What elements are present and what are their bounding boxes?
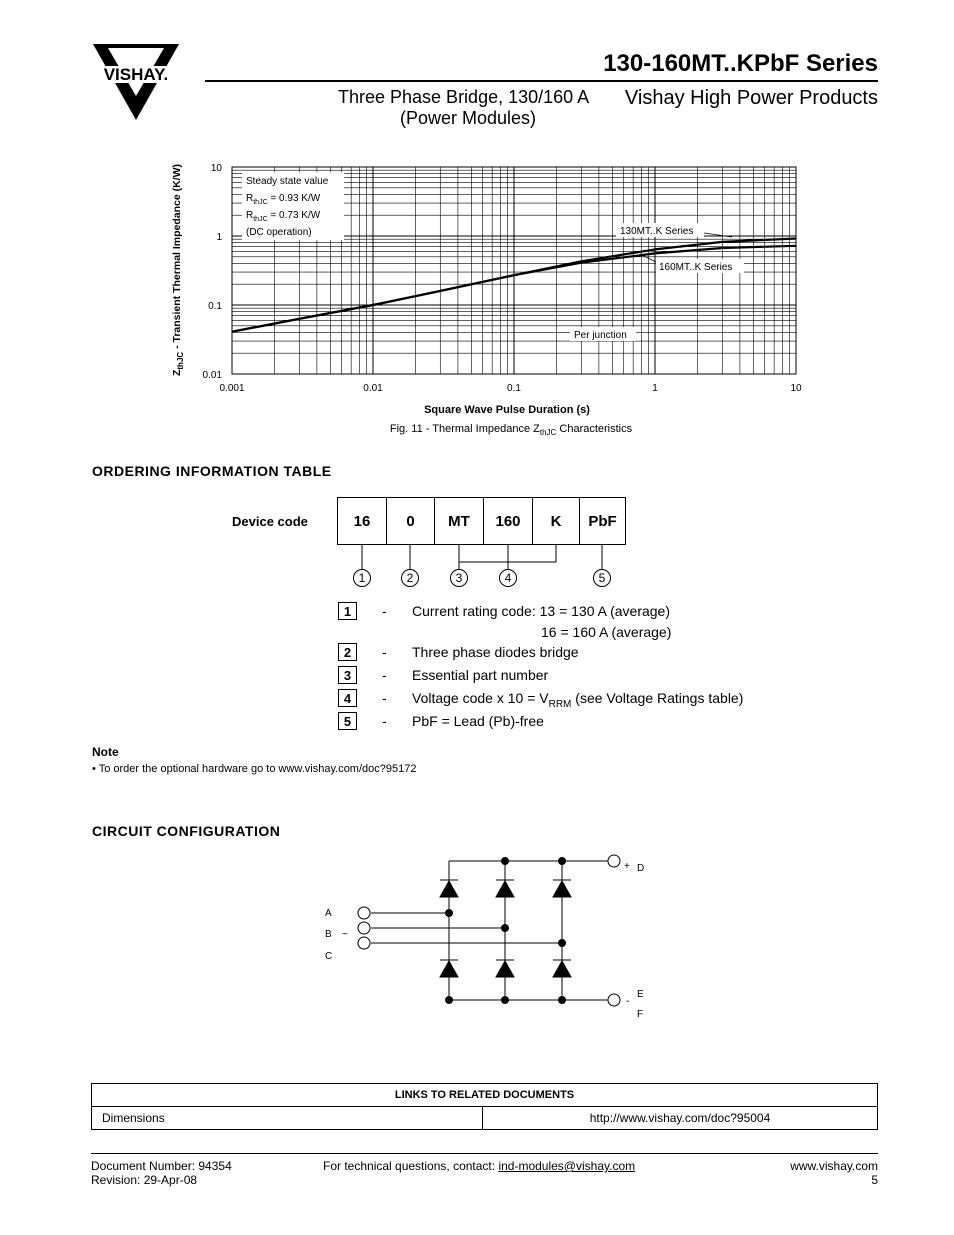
legend-num-3: 3 <box>338 666 357 684</box>
code-number-3: 3 <box>450 569 468 587</box>
legend-text-2: Three phase diodes bridge <box>412 644 579 660</box>
y-tick-label: 1 <box>216 232 222 243</box>
label-tilde: ~ <box>342 929 348 940</box>
contact-email-link[interactable]: ind-modules@vishay.com <box>498 1159 636 1173</box>
website[interactable]: www.vishay.com <box>790 1159 878 1173</box>
label-d: D <box>637 863 645 874</box>
label-a: A <box>325 908 332 919</box>
legend-num-4: 4 <box>338 689 357 707</box>
label-c: C <box>325 951 333 962</box>
legend-line4: (DC operation) <box>246 227 312 238</box>
legend-text-5: PbF = Lead (Pb)-free <box>412 713 544 729</box>
code-number-5: 5 <box>593 569 611 587</box>
link-name-dimensions: Dimensions <box>92 1107 483 1130</box>
legend-text-4: Voltage code x $10 = V_{RRM}$ (see Voltage Ratings table) <box>412 690 744 710</box>
code-box-k: K <box>533 497 580 545</box>
y-tick-label: 0.1 <box>208 301 222 312</box>
x-tick-label: 0.01 <box>363 383 383 394</box>
legend-text-1b: 16 = 160 A (average) <box>541 624 672 640</box>
legend-num-5: 5 <box>338 712 357 730</box>
brand-line: Vishay High Power Products <box>624 87 878 109</box>
subtitle-line2: (Power Modules) <box>400 108 537 128</box>
vishay-logo <box>90 44 182 122</box>
circuit-section-title: CIRCUIT CONFIGURATION <box>92 823 281 839</box>
subtitle-line1: Three Phase Bridge, 130/160 A <box>338 87 590 107</box>
legend-line3: $R_{thJC} = 0.73$ K/W <box>246 210 321 223</box>
legend-text-1: Current rating code: 13 = 130 A (average) <box>412 603 670 619</box>
contact-line: For technical questions, contact: ind-modules@vishay.com <box>323 1159 636 1173</box>
annotation-160-series: 160MT..K Series <box>659 262 733 273</box>
ordering-section-title: ORDERING INFORMATION TABLE <box>92 463 332 479</box>
y-axis-label: $Z_{thJC}$ - Transient Thermal Impedance (K/W) <box>171 163 185 377</box>
legend-dash-5: - <box>382 713 387 729</box>
code-box-pbf: PbF <box>580 497 626 545</box>
header-rule <box>205 80 878 82</box>
x-tick-label: 1 <box>652 383 658 394</box>
y-tick-label: 0.01 <box>202 370 222 381</box>
footer-rule <box>91 1153 878 1154</box>
x-tick-label: 0.001 <box>219 383 245 394</box>
code-connector-lines <box>330 545 630 575</box>
thermal-impedance-chart <box>0 150 954 450</box>
link-url-dimensions[interactable]: http://www.vishay.com/doc?95004 <box>483 1107 878 1130</box>
related-documents-table <box>91 1083 878 1130</box>
logo-text: VISHAY. <box>103 65 169 84</box>
code-box-part: MT <box>435 497 484 545</box>
x-tick-label: 0.1 <box>507 383 521 394</box>
label-b: B <box>325 929 332 940</box>
doc-number: Document Number: 94354 <box>91 1159 232 1173</box>
label-e: E <box>637 989 644 1000</box>
code-number-1: 1 <box>353 569 371 587</box>
note-text: • To order the optional hardware go to www.vishay.com/doc?95172 <box>92 763 417 775</box>
code-box-bridge: 0 <box>387 497 435 545</box>
x-tick-label: 10 <box>790 383 802 394</box>
y-tick-label: 10 <box>210 163 222 174</box>
page-number: 5 <box>871 1173 878 1187</box>
series-title: 130-160MT..KPbF Series <box>603 50 878 77</box>
code-box-current: 16 <box>337 497 387 545</box>
legend-dash-1: - <box>382 603 387 619</box>
legend-line2: $R_{thJC} = 0.93$ K/W <box>246 193 321 206</box>
note-heading: Note <box>92 745 119 759</box>
revision: Revision: 29-Apr-08 <box>91 1173 198 1187</box>
circuit-diagram <box>0 840 954 1040</box>
legend-line1: Steady state value <box>246 176 329 187</box>
links-title: LINKS TO RELATED DOCUMENTS <box>92 1084 878 1107</box>
legend-text-3: Essential part number <box>412 667 549 683</box>
chart-caption: Fig. 11 - Thermal Impedance $Z_{thJC}$ Characteristics <box>389 423 633 437</box>
code-number-2: 2 <box>401 569 419 587</box>
legend-dash-4: - <box>382 690 387 706</box>
x-axis-label: Square Wave Pulse Duration (s) <box>424 404 590 416</box>
legend-dash-2: - <box>382 644 387 660</box>
label-f: F <box>637 1009 644 1020</box>
legend-num-1: 1 <box>338 602 357 620</box>
device-code-label: Device code <box>232 514 308 529</box>
annotation-per-junction: Per junction <box>574 330 627 341</box>
legend-dash-3: - <box>382 667 387 683</box>
legend-num-2: 2 <box>338 643 357 661</box>
label-plus: + <box>624 861 630 872</box>
code-number-4: 4 <box>499 569 517 587</box>
code-box-voltage: 160 <box>484 497 533 545</box>
annotation-130-series: 130MT..K Series <box>620 226 694 237</box>
label-minus: - <box>626 996 630 1007</box>
